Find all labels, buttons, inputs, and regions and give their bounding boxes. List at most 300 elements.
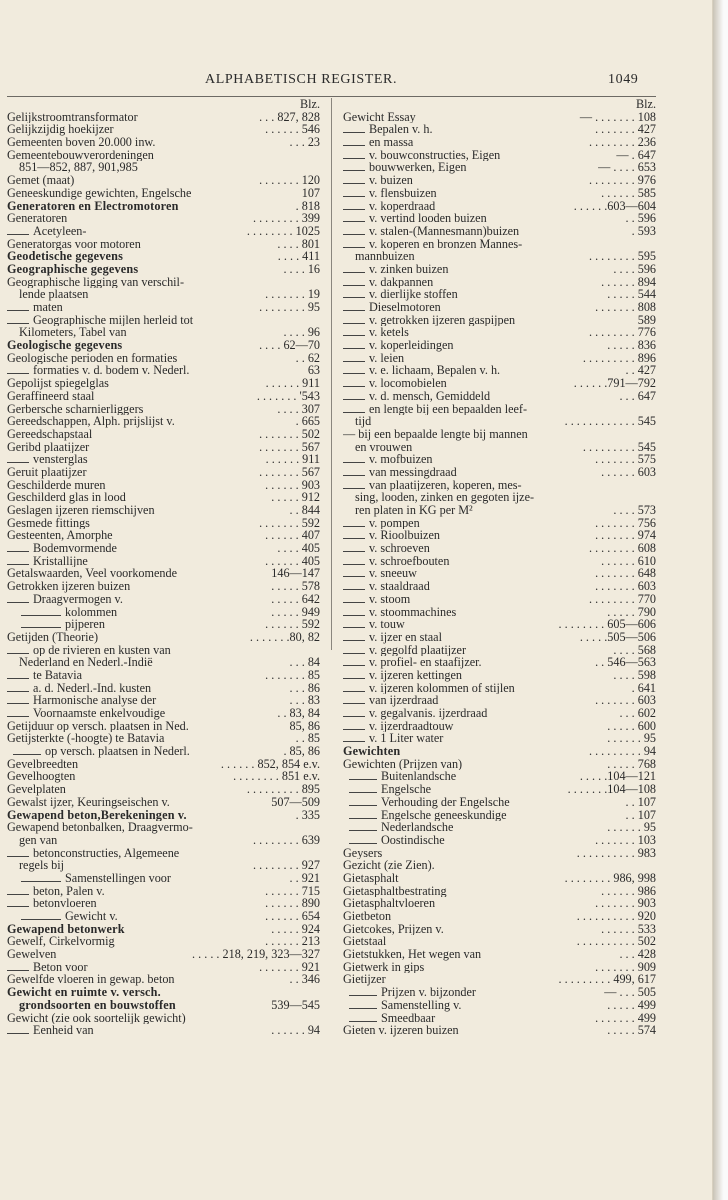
index-entry: [7, 377, 320, 390]
entry-term: Gelijkstroomtransformator: [7, 110, 138, 124]
entry-term: Gewicht Essay: [343, 110, 416, 124]
repeat-dash: [7, 1033, 29, 1034]
index-entry: [343, 542, 656, 555]
index-entry: [7, 580, 320, 593]
repeat-dash: [7, 234, 29, 235]
entry-pages: . . . . . . . 603: [595, 694, 656, 707]
entry-term: Geologische perioden en formaties: [7, 351, 178, 365]
entry-term: Gietasphalt: [343, 871, 399, 885]
index-entry: [343, 847, 656, 860]
entry-term: Getijden (Theorie): [7, 630, 99, 644]
entry-pages: 85, 86: [289, 719, 320, 733]
entry-pages: . . . 86: [289, 681, 320, 695]
index-entry: [7, 973, 320, 986]
entry-term: bouwwerken, Eigen: [369, 161, 467, 175]
entry-pages: . . . . . . . 85: [265, 668, 320, 682]
entry-term: lende plaatsen: [19, 288, 89, 301]
entry-pages: . . . . . 949: [271, 605, 320, 619]
repeat-dash: [343, 361, 365, 362]
entry-pages: . . . . . . 533: [601, 922, 656, 936]
entry-term: Getalswaarden, Veel voorkomende: [7, 567, 177, 581]
entry-pages: . 641: [631, 681, 656, 695]
index-entry: [7, 618, 320, 631]
entry-pages: . . 596: [625, 212, 656, 225]
index-entry: [7, 136, 320, 149]
entry-term: Acetyleen-: [33, 224, 87, 238]
repeat-dash: [7, 856, 29, 857]
entry-pages: . . . . . . . 427: [595, 123, 656, 137]
index-entry: [343, 136, 656, 149]
repeat-dash: [343, 576, 365, 577]
repeat-dash: [343, 602, 365, 603]
index-entry: [343, 555, 656, 568]
index-entry: [343, 885, 656, 898]
repeat-dash: [349, 779, 377, 780]
entry-pages: . . . . . . . . 927: [252, 859, 320, 872]
entry-term: Gietbeton: [343, 910, 392, 923]
entry-term: v. getrokken ijzeren gaspijpen: [369, 313, 516, 327]
entry-term: Gemet (maat): [7, 174, 75, 187]
entry-pages: . . . . . . 852, 854 e.v.: [220, 757, 320, 771]
entry-term: Samenstelling v.: [381, 998, 462, 1012]
entry-term: v. profiel- en staafijzer.: [369, 656, 482, 669]
entry-pages: . . . . . . 911: [265, 377, 320, 390]
entry-term: Geographische gegevens: [7, 262, 139, 276]
index-entry: [343, 948, 656, 961]
index-entry: [7, 859, 320, 872]
entry-term: Beton voor: [33, 960, 88, 974]
entry-pages: . . . . . . . 974: [595, 529, 656, 543]
entry-pages: . . . . 596: [613, 262, 656, 276]
index-entry: [7, 1012, 320, 1025]
repeat-dash: [343, 132, 365, 133]
entry-term: v. schroefbouten: [369, 554, 450, 568]
repeat-dash: [7, 906, 29, 907]
entry-pages: . . . 23: [289, 136, 320, 149]
entry-term: Dieselmotoren: [369, 301, 441, 314]
index-entry: [343, 606, 656, 619]
entry-term: Gewicht en ruimte v. versch.: [7, 986, 161, 999]
entry-pages: — . . . . . . . 108: [579, 110, 656, 124]
index-entry: [343, 720, 656, 733]
entry-pages: . . 62: [295, 351, 320, 365]
index-entry: [343, 111, 656, 124]
index-entry: [343, 314, 656, 327]
index-entry: [343, 161, 656, 174]
entry-term: Gerbersche scharnierliggers: [7, 402, 144, 416]
entry-term: Bepalen v. h.: [369, 123, 433, 137]
index-entry: [7, 606, 320, 619]
index-entry: [343, 225, 656, 238]
entry-term: Engelsche geneeskundige: [381, 808, 507, 822]
page-number: 1049: [608, 72, 639, 87]
entry-term: Gietstukken, Het wegen van: [343, 948, 482, 961]
entry-pages: . . . . . 578: [271, 580, 320, 593]
entry-term: en lengte bij een bepaalden leef-: [369, 402, 528, 416]
entry-pages: . 818: [295, 199, 320, 213]
entry-pages: . . . . 573: [613, 504, 656, 517]
index-entry: [7, 212, 320, 225]
index-entry: [7, 961, 320, 974]
index-entry: [7, 479, 320, 492]
index-entry: [343, 809, 656, 822]
entry-term: v. Rioolbuizen: [369, 529, 440, 543]
entry-pages: . . . . . 600: [607, 719, 656, 733]
entry-term: v. sneeuw: [369, 567, 417, 581]
index-entry: [343, 453, 656, 466]
entry-term: Gewicht v.: [65, 910, 118, 923]
repeat-dash: [7, 970, 29, 971]
entry-term: v. gegalvanis. ijzerdraad: [369, 707, 488, 720]
repeat-dash: [21, 627, 61, 628]
entry-term: v. e. lichaam, Bepalen v. h.: [369, 364, 501, 378]
entry-term: Gietijzer: [343, 973, 386, 987]
entry-term: Samenstellingen voor: [65, 871, 171, 885]
entry-term: formaties v. d. bodem v. Nederl.: [33, 364, 190, 378]
entry-term: Oostindische: [381, 833, 445, 847]
index-entry: [343, 187, 656, 200]
repeat-dash: [343, 285, 365, 286]
index-entry: [7, 238, 320, 251]
entry-pages: . . 844: [289, 504, 320, 517]
entry-pages: . . . . . . . 103: [595, 833, 656, 847]
index-entry: [7, 948, 320, 961]
index-entry: [7, 644, 320, 657]
index-entry: [343, 339, 656, 352]
entry-pages: 146—147: [271, 567, 320, 581]
repeat-dash: [343, 653, 365, 654]
index-entry: [7, 986, 320, 999]
index-entry: [343, 745, 656, 758]
entry-pages: . . . 827, 828: [259, 110, 320, 124]
entry-pages: . . . . . . . 603: [595, 580, 656, 593]
repeat-dash: [343, 526, 365, 527]
entry-term: op de rivieren en kusten van: [33, 643, 171, 657]
index-entry: [7, 758, 320, 771]
index-entry: [343, 656, 656, 669]
entry-term: Geographische ligging van verschil-: [7, 275, 185, 289]
entry-term: Harmonische analyse der: [33, 694, 157, 707]
index-entry: [7, 288, 320, 301]
repeat-dash: [7, 716, 29, 717]
index-entry: [7, 491, 320, 504]
entry-pages: . . . . . . 911: [265, 453, 320, 466]
entry-term: v. mofbuizen: [369, 453, 433, 466]
entry-pages: . . . . . . . 575: [595, 453, 656, 466]
index-entry: [343, 821, 656, 834]
index-entry: [343, 200, 656, 213]
repeat-dash: [343, 145, 365, 146]
index-entry: [343, 935, 656, 948]
index-entry: [7, 872, 320, 885]
repeat-dash: [7, 602, 29, 603]
index-entry: [7, 935, 320, 948]
entry-pages: . . . . . . . . . . 983: [576, 846, 656, 860]
repeat-dash: [21, 615, 61, 616]
repeat-dash: [7, 373, 29, 374]
repeat-dash: [7, 691, 29, 692]
repeat-dash: [13, 754, 41, 755]
index-entry: [343, 301, 656, 314]
entry-term: Gietwerk in gips: [343, 960, 425, 974]
entry-term: Gewelven: [7, 948, 57, 961]
entry-term: Gesmede fittings: [7, 516, 90, 530]
repeat-dash: [343, 538, 365, 539]
entry-pages: . . . . . . 213: [265, 935, 320, 949]
repeat-dash: [343, 310, 365, 311]
repeat-dash: [349, 818, 377, 819]
entry-term: kolommen: [65, 605, 118, 619]
entry-term: sing, looden, zinken en gegoten ijze-: [355, 491, 535, 504]
repeat-dash: [349, 830, 377, 831]
entry-pages: . . . . . . . . . 499, 617: [558, 973, 656, 987]
entry-pages: . 665: [295, 415, 320, 428]
repeat-dash: [343, 729, 365, 730]
entry-term: v. d. mensch, Gemiddeld: [369, 389, 491, 403]
index-entry: [343, 644, 656, 657]
entry-pages: . . . . . . . 499: [595, 1011, 656, 1025]
index-entry: [343, 682, 656, 695]
index-entry: [343, 631, 656, 644]
index-entry: [343, 694, 656, 707]
repeat-dash: [7, 551, 29, 552]
entry-term: Kilometers, Tabel van: [19, 326, 127, 340]
entry-term: Geruit plaatijzer: [7, 465, 87, 479]
entry-term: Geschilderd glas in lood: [7, 491, 126, 504]
index-entry: [7, 593, 320, 606]
entry-pages: . . . 602: [619, 707, 656, 720]
entry-term: v. pompen: [369, 516, 420, 530]
entry-term: v. ketels: [369, 326, 409, 340]
entry-pages: . . 107: [625, 808, 656, 822]
entry-term: v. koperleidingen: [369, 339, 454, 352]
entry-pages: . . . 84: [289, 656, 320, 669]
entry-pages: . . . . . . . 502: [259, 427, 320, 441]
repeat-dash: [349, 843, 377, 844]
entry-term: Bodemvormende: [33, 542, 117, 555]
index-entry: [7, 783, 320, 796]
entry-term: v. ijzeren kolommen of stijlen: [369, 681, 515, 695]
entry-pages: . . . . . . . . . 545: [582, 440, 656, 454]
repeat-dash: [343, 170, 365, 171]
entry-pages: . . . . . . . 808: [595, 301, 656, 314]
index-entry: [7, 555, 320, 568]
entry-pages: . . . . 16: [283, 262, 320, 276]
entry-term: Gepolijst spiegelglas: [7, 377, 109, 390]
index-entry: [7, 263, 320, 276]
entry-term: v. schroeven: [369, 542, 430, 555]
entry-term: Geographische mijlen herleid tot: [33, 313, 194, 327]
running-title: ALPHABETISCH REGISTER.: [205, 72, 398, 87]
entry-pages: . . . . . . 94: [271, 1024, 320, 1037]
entry-pages: . . . . . 836: [607, 339, 656, 352]
index-entry: [7, 415, 320, 428]
entry-term: v. ijzeren kettingen: [369, 668, 462, 682]
entry-pages: . . . . . 499: [607, 998, 656, 1012]
repeat-dash: [343, 462, 365, 463]
entry-term: v. staaldraad: [369, 580, 430, 593]
index-entry: [7, 910, 320, 923]
index-entry: [7, 809, 320, 822]
entry-term: en massa: [369, 136, 414, 149]
entry-term: regels bij: [19, 859, 65, 872]
entry-pages: . . . . . .603—604: [573, 199, 656, 213]
entry-pages: . . . 647: [619, 389, 656, 403]
index-entry: [7, 225, 320, 238]
entry-pages: . . . . . 218, 219, 323—327: [192, 948, 320, 961]
index-entry: [343, 783, 656, 796]
entry-pages: 63: [307, 364, 320, 378]
entry-pages: . . . . . . . . . . 920: [576, 910, 656, 923]
entry-term: van messingdraad: [369, 465, 457, 479]
entry-pages: . . 546—563: [595, 656, 656, 669]
entry-term: v. touw: [369, 618, 405, 631]
index-entry: [343, 593, 656, 606]
entry-term: Geribd plaatijzer: [7, 440, 90, 454]
column-divider: [331, 98, 332, 650]
entry-term: v. bouwconstructies, Eigen: [369, 148, 501, 162]
entry-pages: . . . . 96: [283, 326, 320, 340]
entry-term: v. vertind looden buizen: [369, 212, 487, 225]
index-column-right: [343, 98, 656, 1037]
index-entry: [343, 276, 656, 289]
entry-pages: . . . 83: [289, 694, 320, 707]
entry-term: Gewapend betonwerk: [7, 922, 125, 936]
index-entry: [343, 149, 656, 162]
entry-pages: . . . . . . . . . 94: [588, 745, 656, 758]
entry-pages: . . . . . . . 567: [259, 440, 320, 454]
entry-term: Gemeenten boven 20.000 inw.: [7, 136, 156, 149]
index-entry: [7, 161, 320, 174]
repeat-dash: [343, 221, 365, 222]
repeat-dash: [343, 373, 365, 374]
entry-pages: 539—545: [271, 998, 320, 1012]
entry-term: Geraffineerd staal: [7, 389, 95, 403]
index-entry: [343, 479, 656, 492]
index-entry: [7, 517, 320, 530]
index-entry: [343, 263, 656, 276]
entry-term: v. koperdraad: [369, 199, 436, 213]
repeat-dash: [343, 741, 365, 742]
index-entry: [7, 364, 320, 377]
index-entry: [7, 390, 320, 403]
entry-term: v. dierlijke stoffen: [369, 288, 458, 301]
repeat-dash: [7, 310, 29, 311]
repeat-dash: [7, 653, 29, 654]
header-rule: [7, 96, 656, 97]
entry-pages: 589: [637, 313, 656, 327]
repeat-dash: [343, 386, 365, 387]
entry-term: Geodetische gegevens: [7, 250, 124, 263]
entry-term: Gietasphaltbestrating: [343, 884, 447, 898]
entry-pages: . . . . . . . . . 896: [582, 351, 656, 365]
entry-term: betonconstructies, Algemeene: [33, 846, 180, 860]
entry-term: v. buizen: [369, 174, 413, 187]
index-entry: [7, 567, 320, 580]
index-entry: [343, 618, 656, 631]
entry-term: op versch. plaatsen in Nederl.: [45, 745, 190, 758]
entry-pages: . . . . . . 95: [607, 821, 656, 834]
index-entry: [343, 973, 656, 986]
index-entry: [343, 567, 656, 580]
entry-term: en vrouwen: [355, 440, 413, 454]
entry-pages: . . . . . . . . . . 502: [576, 935, 656, 949]
entry-term: Gezicht (zie Zien).: [343, 859, 435, 872]
entry-pages: . . . . . . . . 639: [252, 833, 320, 847]
entry-pages: . . . . . . . 648: [595, 567, 656, 581]
entry-term: Gewicht (zie ook soortelijk gewicht): [7, 1011, 186, 1025]
index-entry: [7, 999, 320, 1012]
repeat-dash: [7, 323, 29, 324]
entry-term: v. flensbuizen: [369, 186, 437, 200]
entry-pages: . . . . . . . . 608: [588, 542, 656, 555]
index-entry: [343, 770, 656, 783]
entry-term: Geschilderde muren: [7, 478, 106, 492]
repeat-dash: [343, 297, 365, 298]
entry-pages: . . . . . . . 921: [259, 960, 320, 974]
entry-term: v. stoom: [369, 592, 411, 606]
repeat-dash: [343, 158, 365, 159]
repeat-dash: [343, 196, 365, 197]
entry-term: — bij een bepaalde lengte bij mannen: [343, 427, 528, 441]
index-entry: [343, 669, 656, 682]
index-entry: [343, 212, 656, 225]
index-entry: [343, 250, 656, 263]
index-entry: [7, 111, 320, 124]
entry-term: Engelsche: [381, 783, 432, 796]
entry-pages: . . 427: [625, 364, 656, 378]
entry-pages: — . 647: [616, 148, 656, 162]
entry-pages: . . . . . . 894: [601, 275, 656, 289]
repeat-dash: [7, 564, 29, 565]
index-entry: [7, 352, 320, 365]
index-entry: [7, 834, 320, 847]
entry-pages: . . 83, 84: [277, 707, 320, 720]
entry-pages: . . . . . . 610: [601, 554, 656, 568]
entry-pages: . . . . . 544: [607, 288, 656, 301]
entry-pages: . . . . . . . '543: [256, 389, 320, 403]
repeat-dash: [343, 399, 365, 400]
repeat-dash: [343, 691, 365, 692]
entry-pages: . . . . . .791—792: [573, 377, 656, 390]
entry-term: v. stalen-(Mannesmann)buizen: [369, 224, 520, 238]
repeat-dash: [343, 564, 365, 565]
entry-term: Gewichten (Prijzen van): [343, 757, 463, 771]
entry-term: Voornaamste enkelvoudige: [33, 707, 166, 720]
entry-pages: — . . . 505: [604, 986, 656, 999]
repeat-dash: [343, 703, 365, 704]
entry-pages: . . . . . 924: [271, 922, 320, 936]
entry-term: beton, Palen v.: [33, 884, 105, 898]
entry-pages: . . . . . . .80, 82: [249, 630, 320, 644]
entry-pages: . . . . . . 903: [265, 478, 320, 492]
entry-pages: . . . . . 912: [271, 491, 320, 504]
entry-term: v. ijzerdraadtouw: [369, 719, 454, 733]
index-entry: [343, 466, 656, 479]
index-entry: [343, 961, 656, 974]
index-entry: [7, 123, 320, 136]
entry-pages: . . . . 307: [277, 402, 320, 416]
entry-term: v. stoommachines: [369, 605, 457, 619]
entry-term: Kristallijne: [33, 554, 88, 568]
entry-term: Smeedbaar: [381, 1011, 436, 1025]
entry-pages: . . . . . . 890: [265, 897, 320, 910]
index-entry: [343, 238, 656, 251]
entry-pages: . . . . . . . . 851 e.v.: [233, 770, 320, 784]
entry-term: Gewelfde vloeren in gewap. beton: [7, 973, 175, 987]
index-entry: [343, 1024, 656, 1037]
entry-term: v. leien: [369, 351, 405, 365]
